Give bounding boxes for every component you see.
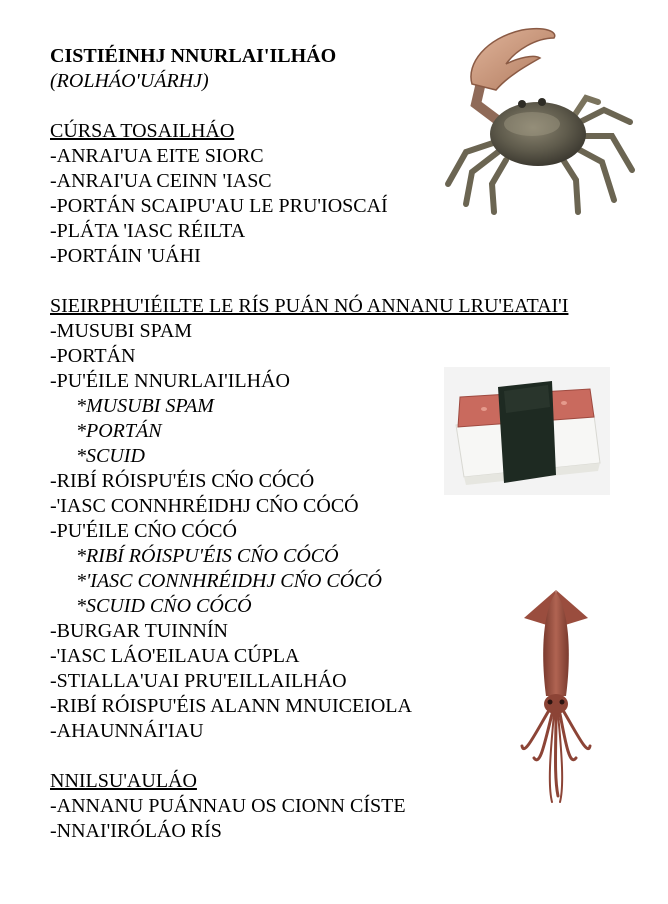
menu-subitem: *SCUID — [76, 445, 145, 467]
menu-item: -PU'ÉILE NNURLAI'ILHÁO — [50, 370, 290, 392]
menu-item: -BURGAR TUINNÍN — [50, 620, 228, 642]
menu-item: -PORTÁN — [50, 345, 136, 367]
squid-illustration — [514, 586, 598, 806]
menu-item: -STIALLA'UAI PRU'EILLAILHÁO — [50, 670, 347, 692]
section-heading-mains: SIEIRPHU'IÉILTE LE RÍS PUÁN NÓ ANNANU LRU'EATAI'I — [50, 295, 569, 317]
menu-item: -NNAI'IRÓLÁO RÍS — [50, 820, 222, 842]
menu-item: -PU'ÉILE CŃO CÓCÓ — [50, 520, 237, 542]
menu-item: -PORTÁIN 'UÁHI — [50, 245, 201, 267]
crab-illustration — [436, 24, 636, 216]
menu-item: -MUSUBI SPAM — [50, 320, 193, 342]
menu-subitem: *PORTÁN — [76, 420, 162, 442]
spam-musubi-photo — [444, 367, 610, 495]
section-heading-desserts: NNILSU'AULÁO — [50, 770, 197, 792]
menu-title: CISTIÉINHJ NNURLAI'ILHÁO — [50, 45, 337, 67]
menu-item: -'IASC CONNHRÉIDHJ CŃO CÓCÓ — [50, 495, 359, 517]
menu-subitem: *MUSUBI SPAM — [76, 395, 214, 417]
menu-item: -PLÁTA 'IASC RÉILTA — [50, 220, 246, 242]
menu-item: -RIBÍ RÓISPU'ÉIS CŃO CÓCÓ — [50, 470, 315, 492]
menu-subtitle: (ROLHÁO'UÁRHJ) — [50, 70, 209, 92]
menu-item: -ANRAI'UA CEINN 'IASC — [50, 170, 272, 192]
menu-item: -'IASC LÁO'EILAUA CÚPLA — [50, 645, 300, 667]
menu-item: -AHAUNNÁI'IAU — [50, 720, 204, 742]
menu-item: -PORTÁN SCAIPU'AU LE PRU'IOSCAÍ — [50, 195, 388, 217]
menu-subitem: *'IASC CONNHRÉIDHJ CŃO CÓCÓ — [76, 570, 382, 592]
section-heading-starters: CÚRSA TOSAILHÁO — [50, 120, 235, 142]
menu-subitem: *SCUID CŃO CÓCÓ — [76, 595, 252, 617]
menu-item: -RIBÍ RÓISPU'ÉIS ALANN MNUICEIOLA — [50, 695, 412, 717]
menu-subitem: *RIBÍ RÓISPU'ÉIS CŃO CÓCÓ — [76, 545, 339, 567]
menu-item: -ANRAI'UA EITE SIORC — [50, 145, 264, 167]
menu-item: -ANNANU PUÁNNAU OS CIONN CÍSTE — [50, 795, 406, 817]
